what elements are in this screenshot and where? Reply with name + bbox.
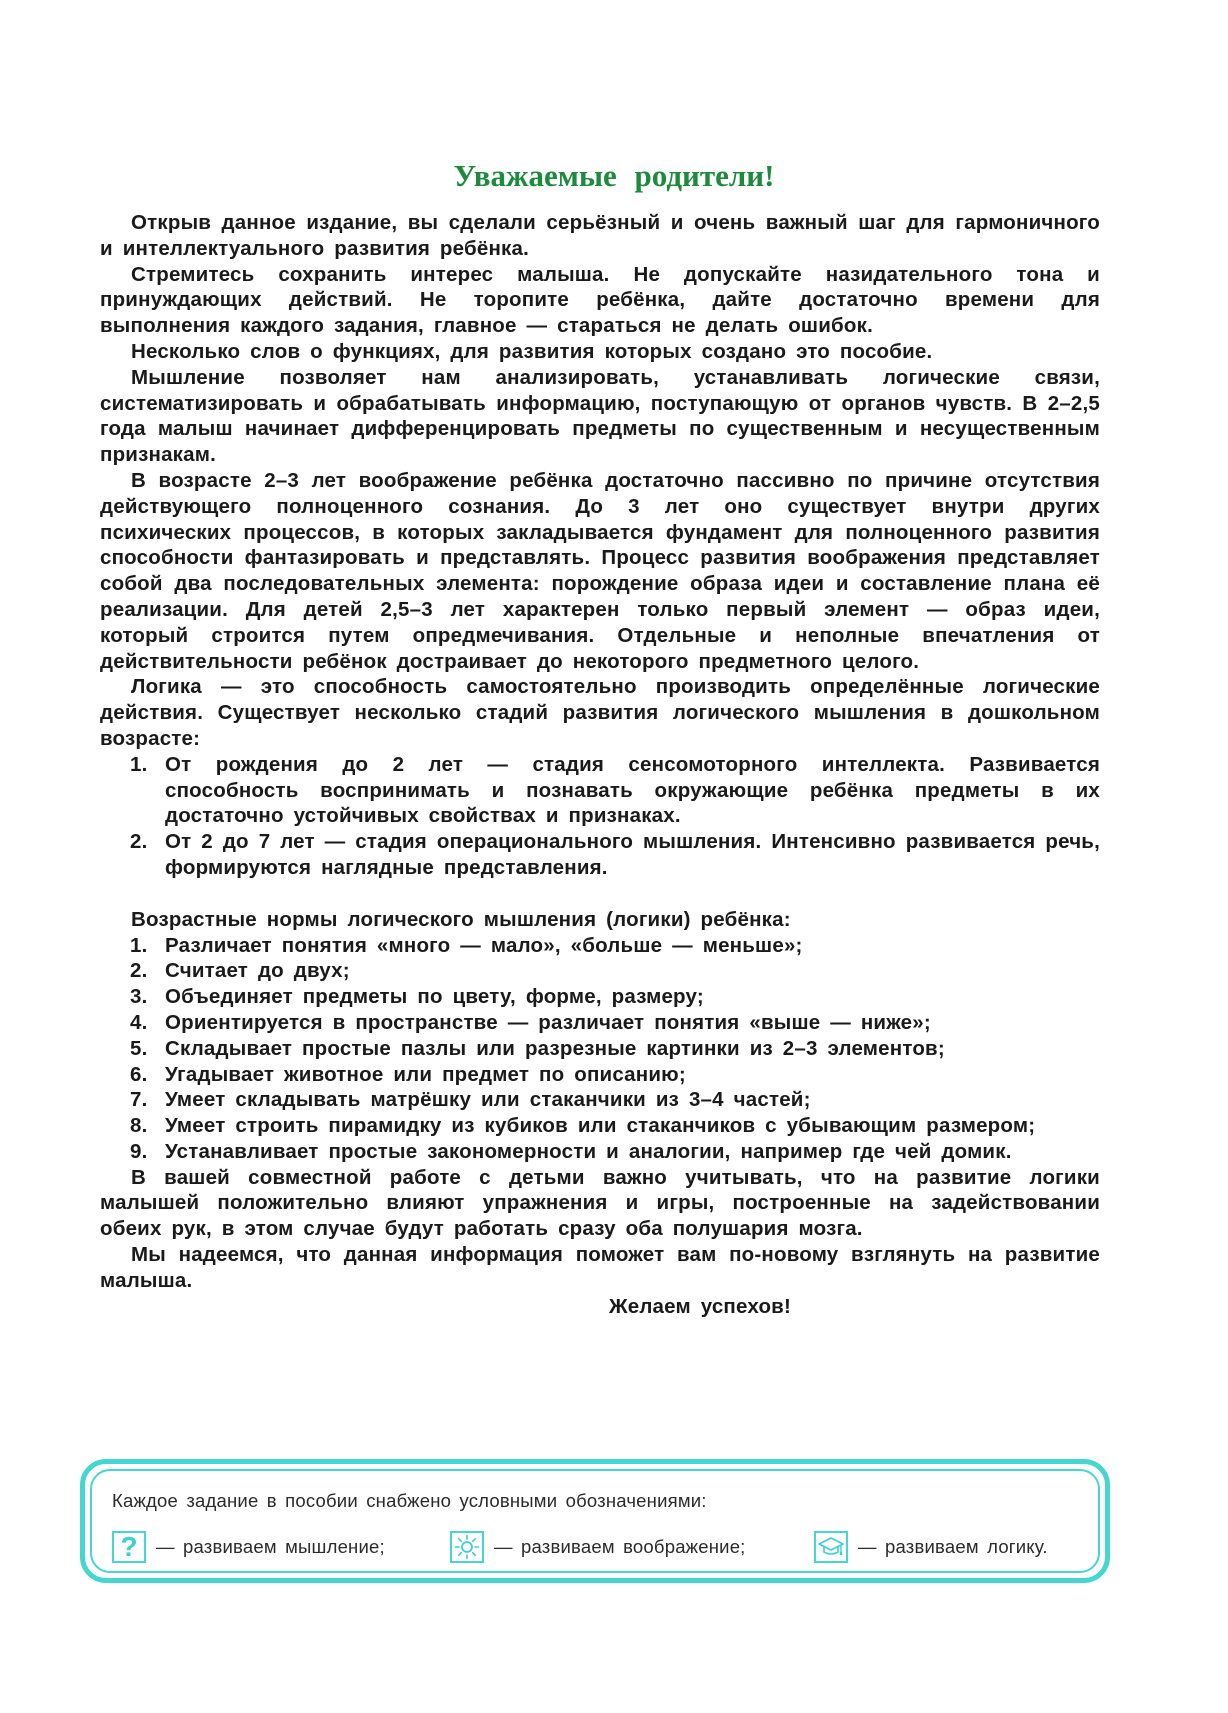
- list-number: 1.: [130, 752, 148, 776]
- sun-icon: [450, 1531, 484, 1563]
- legend-inner-frame: [90, 1469, 1100, 1573]
- legend-label: — развиваем логику.: [858, 1536, 1048, 1557]
- list-item: [100, 1139, 1100, 1165]
- legend-item-imagination: [450, 1531, 746, 1563]
- list-number: 4.: [130, 1010, 148, 1034]
- list-text: От 2 до 7 лет — стадия операционального мышления. Интенсивно развивается речь, формируются наглядные представления.: [165, 830, 1100, 879]
- list-text: Объединяет предметы по цвету, форме, размеру;: [165, 985, 704, 1009]
- question-mark-icon: ?: [112, 1531, 146, 1563]
- list-item: [100, 984, 1100, 1010]
- list-item: [100, 829, 1100, 881]
- list-text: Различает понятия «много — мало», «больше — меньше»;: [165, 933, 803, 957]
- main-text: [100, 210, 1100, 1319]
- list-text: Складывает простые пазлы или разрезные картинки из 2–3 элементов;: [165, 1036, 945, 1060]
- legend-item-logic: [814, 1531, 1048, 1563]
- list-number: 6.: [130, 1062, 148, 1086]
- legend-box: [80, 1459, 1110, 1583]
- list-text: Считает до двух;: [165, 959, 350, 983]
- paragraph: В возрасте 2–3 лет воображение ребёнка достаточно пассивно по причине отсутствия действующего полноценного сознания. До 3 лет оно существует внутри других психических процессов, в которых закладывается фундамент для полноценного развития способности фантазировать и представлять. Процесс развития воображения представляет собой два последовательных элемента: порождение образа идеи и составление плана её реализации. Для детей 2,5–3 лет характерен только первый элемент — образ идеи, который строится путем опредмечивания. Отдельные и неполные впечатления от действительности ребёнок достраивает до некоторого предметного целого.: [100, 468, 1100, 673]
- list-item: [100, 933, 1100, 959]
- list-number: 5.: [130, 1036, 148, 1060]
- legend-intro: Каждое задание в пособии снабжено условными обозначениями:: [112, 1490, 707, 1511]
- list-number: 2.: [130, 830, 148, 854]
- list-item: [100, 1087, 1100, 1113]
- paragraph: Мышление позволяет нам анализировать, устанавливать логические связи, систематизировать и обрабатывать информацию, поступающую от органов чувств. В 2–2,5 года малыш начинает дифференцировать предметы по существенным и несущественным признакам.: [100, 365, 1100, 467]
- list-item: [100, 1010, 1100, 1036]
- paragraph: Несколько слов о функциях, для развития которых создано это пособие.: [131, 339, 933, 363]
- closing-wish: Желаем успехов!: [609, 1294, 791, 1318]
- legend-label: — развиваем мышление;: [156, 1536, 385, 1557]
- legend-label: — развиваем воображение;: [494, 1536, 746, 1557]
- paragraph: В вашей совместной работе с детьми важно учитывать, что на развитие логики малышей положительно влияют упражнения и игры, построенные на задействовании обеих рук, в этом случае будут работать сразу оба полушария мозга.: [100, 1165, 1100, 1241]
- page-title: Уважаемые родители!: [453, 158, 775, 193]
- stages-list: [100, 752, 1100, 881]
- norms-list: [100, 933, 1100, 1165]
- list-text: От рождения до 2 лет — стадия сенсомоторного интеллекта. Развивается способность воспринимать и познавать окружающие ребёнка предметы в их достаточно устойчивых свойствах и признаках.: [165, 752, 1100, 828]
- list-item: [100, 1036, 1100, 1062]
- paragraph: Стремитесь сохранить интерес малыша. Не допускайте назидательного тона и принуждающих действий. Не торопите ребёнка, дайте достаточно времени для выполнения каждого задания, главное — стараться не делать ошибок.: [100, 262, 1100, 338]
- graduation-cap-icon: [814, 1531, 848, 1563]
- norms-title: Возрастные нормы логического мышления (логики) ребёнка:: [131, 907, 791, 931]
- paragraph: Логика — это способность самостоятельно производить определённые логические действия. Существует несколько стадий развития логического мышления в дошкольном возрасте:: [100, 675, 1100, 750]
- list-text: Умеет строить пирамидку из кубиков или стаканчиков с убывающим размером;: [165, 1114, 1036, 1138]
- list-number: 2.: [130, 959, 148, 983]
- list-item: [100, 958, 1100, 984]
- list-number: 7.: [130, 1088, 148, 1112]
- paragraph: Открыв данное издание, вы сделали серьёзный и очень важный шаг для гармоничного и интеллектуального развития ребёнка.: [100, 211, 1100, 260]
- list-item: [100, 1062, 1100, 1088]
- list-number: 1.: [130, 933, 148, 957]
- legend-item-thinking: [112, 1531, 385, 1563]
- list-item: [100, 752, 1100, 829]
- list-number: 8.: [130, 1114, 148, 1138]
- list-text: Угадывает животное или предмет по описанию;: [165, 1062, 686, 1086]
- list-text: Умеет складывать матрёшку или стаканчики из 3–4 частей;: [165, 1088, 811, 1112]
- list-item: [100, 1113, 1100, 1139]
- list-number: 3.: [130, 985, 148, 1009]
- list-number: 9.: [130, 1139, 148, 1163]
- paragraph: Мы надеемся, что данная информация поможет вам по-новому взглянуть на развитие малыша.: [100, 1243, 1100, 1292]
- list-text: Устанавливает простые закономерности и аналогии, например где чей домик.: [165, 1139, 1012, 1163]
- list-text: Ориентируется в пространстве — различает понятия «выше — ниже»;: [165, 1010, 931, 1034]
